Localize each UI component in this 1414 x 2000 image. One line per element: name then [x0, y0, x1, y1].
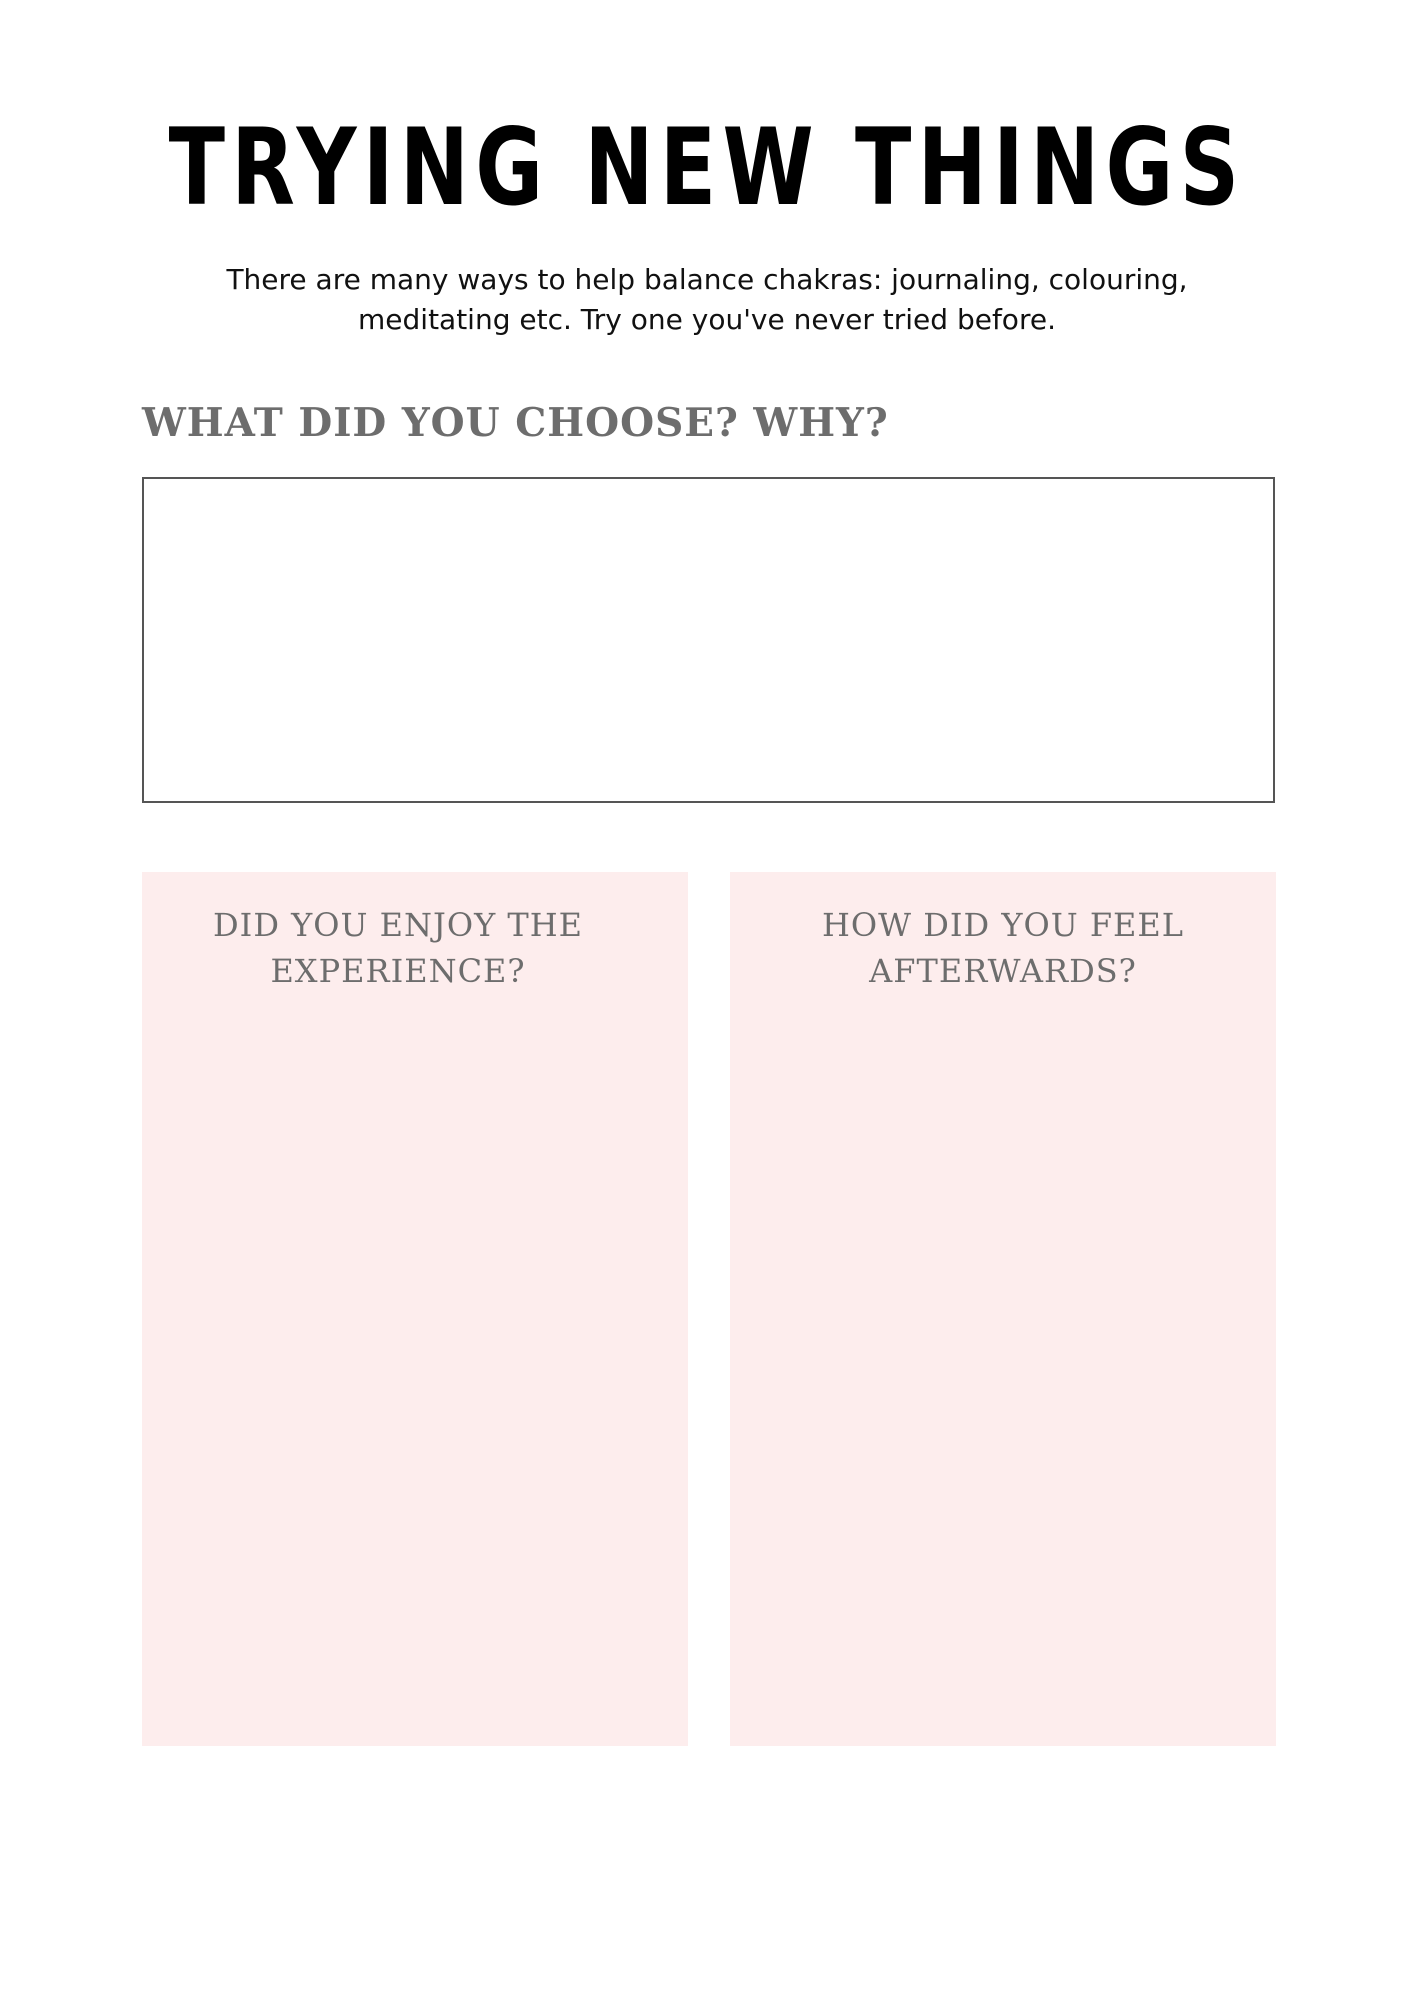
- intro-text: [207, 260, 1207, 340]
- feel-question-line-2: AFTERWARDS?: [869, 952, 1137, 990]
- choice-answer-box[interactable]: [142, 477, 1275, 803]
- feel-question: [730, 902, 1276, 994]
- enjoy-panel[interactable]: [142, 872, 688, 1746]
- feel-question-line-1: HOW DID YOU FEEL: [822, 906, 1184, 944]
- enjoy-question-line-2: EXPERIENCE?: [270, 952, 526, 990]
- page-title: TRYING NEW THINGS: [168, 106, 1246, 229]
- enjoy-question: [142, 902, 654, 994]
- choice-question: WHAT DID YOU CHOOSE? WHY?: [142, 400, 889, 446]
- enjoy-question-line-1: DID YOU ENJOY THE: [213, 906, 583, 944]
- feel-panel[interactable]: [730, 872, 1276, 1746]
- intro-line-1: There are many ways to help balance chakras: journaling, colouring,: [226, 263, 1188, 296]
- intro-line-2: meditating etc. Try one you've never tried before.: [358, 303, 1056, 336]
